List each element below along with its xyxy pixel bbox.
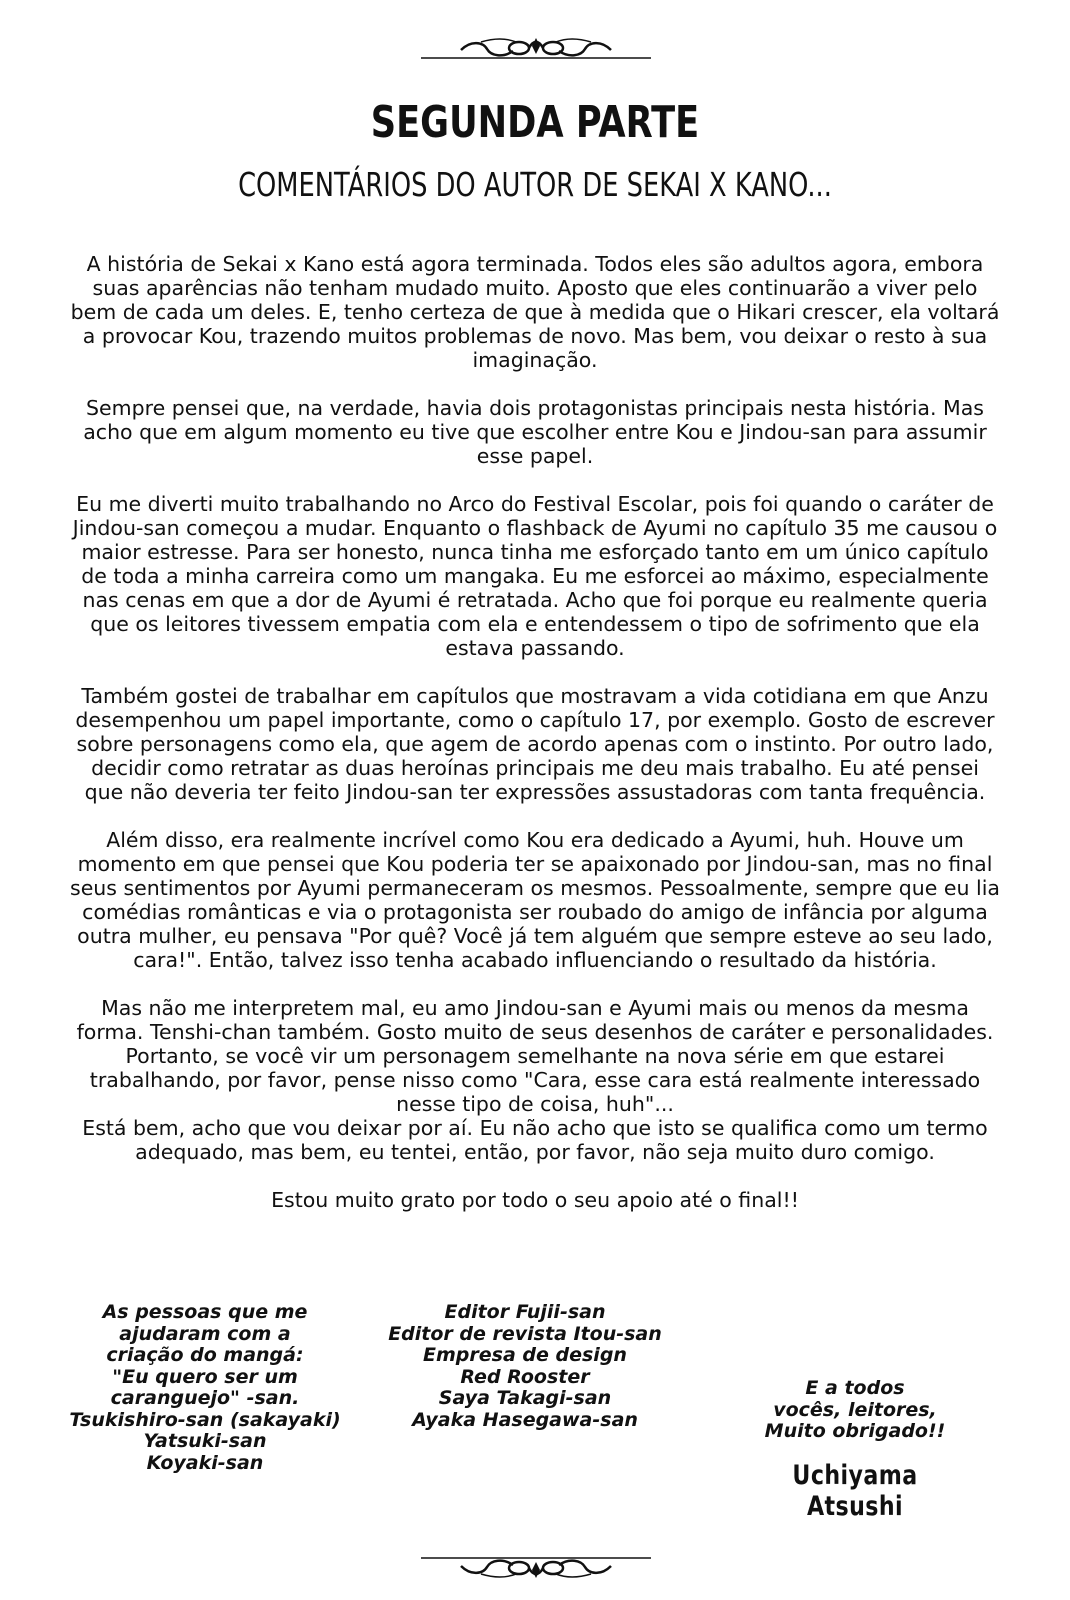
credit-line: Muito obrigado!! xyxy=(764,1420,946,1442)
page-title: SEGUNDA PARTE xyxy=(370,97,700,148)
credit-line: E a todos xyxy=(805,1377,905,1399)
paragraph-1: A história de Sekai x Kano está agora terminada. Todos eles são adultos agora, embora suas aparências não tenham mudado muito. Aposto que eles continuarão a viver pelo bem de cada um deles. E, tenho certeza de que à medida que o Hikari crescer, ela voltará a provocar Kou, trazendo muitos problemas de novo. Mas bem, vou deixar o resto à sua imaginação. xyxy=(70,252,1000,372)
author-signature: Uchiyama Atsushi xyxy=(792,1460,918,1522)
credit-line: Ayaka Hasegawa-san xyxy=(412,1408,638,1431)
credit-line: Saya Takagi-san xyxy=(438,1387,612,1409)
credit-line: caranguejo" -san. xyxy=(110,1387,300,1409)
author-comments xyxy=(70,252,1000,1236)
credit-line: Empresa de design xyxy=(423,1344,627,1366)
credit-line: vocês, leitores, xyxy=(773,1398,937,1421)
paragraph-3: Eu me diverti muito trabalhando no Arco do Festival Escolar, pois foi quando o caráter de Jindou-san começou a mudar. Enquanto o flashback de Ayumi no capítulo 35 me causou o maior estresse. Para ser honesto, nunca tinha me esforçado tanto em um único capítulo de toda a minha carreira como um mangaka. Eu me esforcei ao máximo, especialmente nas cenas em que a dor de Ayumi é retratada. Acho que foi porque eu realmente queria que os leitores tivessem empatia com ela e entendessem o tipo de sofrimento que ela estava passando. xyxy=(72,492,998,660)
credit-line: Yatsuki-san xyxy=(143,1430,267,1452)
credit-line: As pessoas que me xyxy=(102,1301,308,1323)
bottom-ornament xyxy=(421,1546,651,1580)
credit-line: Editor Fujii-san xyxy=(444,1301,606,1323)
paragraph-7: Está bem, acho que vou deixar por aí. Eu não acho que isto se qualifica como um termo adequado, mas bem, eu tentei, então, por favor, não seja muito duro comigo. xyxy=(82,1116,988,1164)
credit-line: Red Rooster xyxy=(460,1365,590,1388)
paragraph-5: Além disso, era realmente incrível como Kou era dedicado a Ayumi, huh. Houve um momento em que pensei que Kou poderia ter se apaixonado por Jindou-san, mas no final seus sentimentos por Ayumi permaneceram os mesmos. Pessoalmente, sempre que eu lia comédias românticas e via o protagonista ser roubado do amigo de infância por alguma outra mulher, eu pensava "Por quê? Você já tem alguém que sempre esteve ao seu lado, cara!". Então, talvez isso tenha acabado influenciando o resultado da história. xyxy=(70,828,1000,972)
credit-line: Tsukishiro-san (sakayaki) xyxy=(69,1408,341,1431)
credit-line: ajudaram com a xyxy=(119,1322,291,1345)
credits-editors xyxy=(370,1302,680,1431)
ornament-flourish-icon xyxy=(421,1546,651,1580)
top-ornament xyxy=(421,36,651,70)
credit-line: criação do mangá: xyxy=(106,1344,304,1366)
paragraph-6: Mas não me interpretem mal, eu amo Jindou-san e Ayumi mais ou menos da mesma forma. Tenshi-chan também. Gosto muito de seus desenhos de caráter e personalidades. Portanto, se você vir um personagem semelhante na nova série em que estarei trabalhando, por favor, pense nisso como "Cara, esse cara está realmente interessado nesse tipo de coisa, huh"... xyxy=(76,996,994,1116)
ornament-flourish-icon xyxy=(421,36,651,70)
page-subtitle: COMENTÁRIOS DO AUTOR DE SEKAI X KANO... xyxy=(238,165,832,204)
credits-readers xyxy=(745,1378,965,1443)
credit-line: Koyaki-san xyxy=(146,1451,264,1474)
credits-helpers xyxy=(55,1302,355,1474)
paragraph-4: Também gostei de trabalhar em capítulos que mostravam a vida cotidiana em que Anzu desempenhou um papel importante, como o capítulo 17, por exemplo. Gosto de escrever sobre personagens como ela, que agem de acordo apenas com o instinto. Por outro lado, decidir como retratar as duas heroínas principais me deu mais trabalho. Eu até pensei que não deveria ter feito Jindou-san ter expressões assustadoras com tanta frequência. xyxy=(75,684,995,804)
credit-line: "Eu quero ser um xyxy=(112,1365,298,1388)
credit-line: Editor de revista Itou-san xyxy=(388,1322,662,1345)
paragraph-8: Estou muito grato por todo o seu apoio até o final!! xyxy=(271,1188,799,1212)
paragraph-2: Sempre pensei que, na verdade, havia dois protagonistas principais nesta história. Mas acho que em algum momento eu tive que escolher entre Kou e Jindou-san para assumir esse papel. xyxy=(83,396,987,468)
